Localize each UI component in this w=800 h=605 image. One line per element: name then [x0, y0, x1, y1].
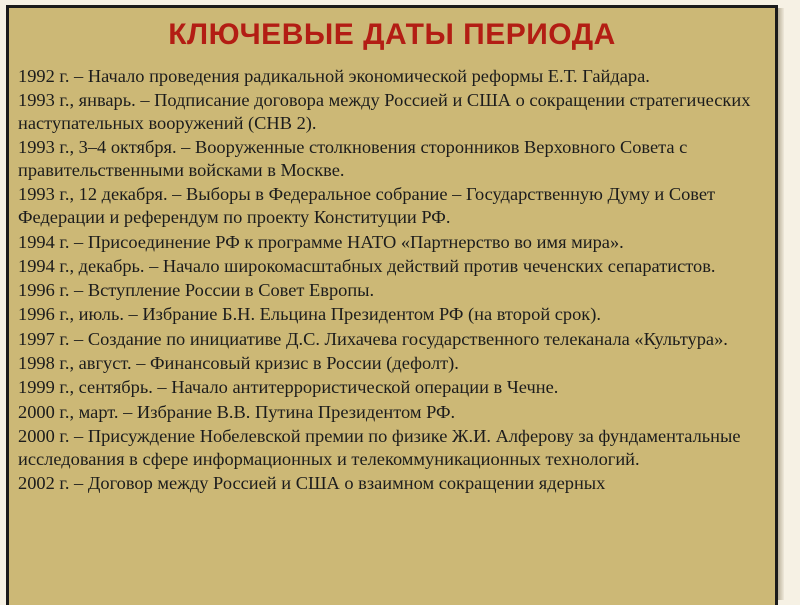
key-dates-list — [18, 65, 774, 496]
date-entry: 1992 г. – Начало проведения радикальной экономической реформы Е.Т. Гайдара. — [18, 66, 650, 86]
date-entry: 1993 г., январь. – Подписание договора между Россией и США о сокращении стратегических наступательных вооружений (СНВ 2). — [18, 90, 751, 134]
date-entry: 2002 г. – Договор между Россией и США о взаимном сокращении ядерных — [18, 473, 606, 494]
date-entry: 1997 г. – Создание по инициативе Д.С. Лихачева государственного телеканала «Культура». — [18, 328, 728, 349]
date-entry: 1993 г., 3–4 октября. – Вооруженные столкновения сторонников Верховного Совета с правительственными войсками в Москве. — [18, 137, 688, 181]
date-entry: 1996 г. – Вступление России в Совет Европы. — [18, 280, 375, 301]
slide-frame — [6, 5, 778, 605]
slide-title: КЛЮЧЕВЫЕ ДАТЫ ПЕРИОДА — [168, 18, 616, 51]
date-entry: 1998 г., август. – Финансовый кризис в России (дефолт). — [18, 353, 459, 374]
date-entry: 1999 г., сентябрь. – Начало антитеррористической операции в Чечне. — [18, 377, 559, 398]
frame-shadow — [778, 8, 784, 600]
date-entry: 2000 г. – Присуждение Нобелевской премии по физике Ж.И. Алферову за фундаментальные исследования в сфере информационных и телекоммуникационных технологий. — [18, 425, 741, 469]
date-entry: 1994 г. – Присоединение РФ к программе НАТО «Партнерство во имя мира». — [18, 231, 624, 252]
date-entry: 1996 г., июль. – Избрание Б.Н. Ельцина Президентом РФ (на второй срок). — [18, 304, 601, 325]
date-entry: 1993 г., 12 декабря. – Выборы в Федеральное собрание – Государственную Думу и Совет Федерации и референдум по проекту Конституции РФ. — [18, 184, 716, 228]
date-entry: 2000 г., март. – Избрание В.В. Путина Президентом РФ. — [18, 401, 456, 422]
date-entry: 1994 г., декабрь. – Начало широкомасштабных действий против чеченских сепаратистов. — [18, 255, 716, 276]
